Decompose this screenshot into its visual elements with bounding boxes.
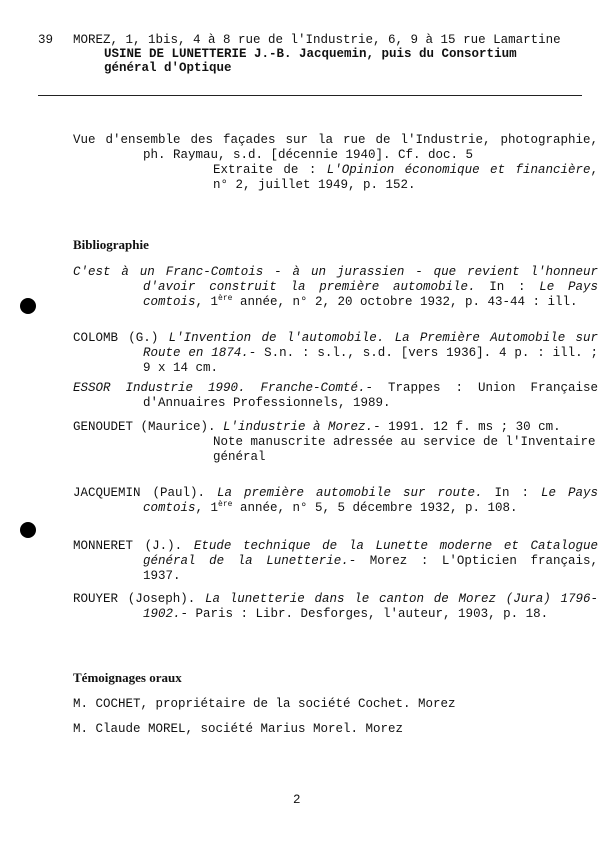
- photo-caption: [73, 133, 598, 193]
- bib-entry-1-issue-sup: ère: [218, 294, 233, 303]
- bib-entry-4-rest: - 1991. 12 f. ms ; 30 cm.: [373, 420, 561, 434]
- bib-entry-4-note: Note manuscrite adressée au service de l'Inventaire général: [213, 435, 596, 464]
- bib-entry-1-issue-prefix: , 1: [195, 295, 219, 309]
- bib-entry-5-issue-prefix: , 1: [195, 501, 219, 515]
- bib-entry-3: [73, 381, 598, 411]
- photo-caption-source: [143, 163, 598, 193]
- bib-entry-1-title: C'est à un Franc-Comtois - à un jurassien - que revient l'honneur d'avoir construit la première automobile.: [73, 265, 598, 294]
- bib-entry-1: [73, 265, 598, 310]
- punch-hole-bottom: [20, 522, 36, 538]
- oral-testimonies-heading: Témoignages oraux: [73, 670, 182, 685]
- bib-entry-6-rest: - Morez : L'Opticien français, 1937.: [143, 554, 598, 583]
- bib-entry-7-title: La lunetterie dans le canton de Morez (Jura) 1796-1902.: [143, 592, 598, 621]
- bib-entry-5-author: JACQUEMIN (Paul).: [73, 486, 218, 500]
- bib-entry-6: [73, 539, 598, 584]
- photo-caption-source-suffix: , n° 2, juillet 1949, p. 152.: [213, 163, 598, 192]
- building-title-line2: général d'Optique: [104, 61, 232, 75]
- bibliography-heading: Bibliographie: [73, 237, 149, 252]
- punch-hole-top: [20, 298, 36, 314]
- bib-entry-2-author: COLOMB (G.): [73, 331, 169, 345]
- bib-entry-5: [73, 486, 598, 516]
- bib-entry-7: [73, 592, 598, 622]
- oral-testimony-2: M. Claude MOREL, société Marius Morel. Morez: [73, 722, 404, 736]
- bib-entry-7-rest: - Paris : Libr. Desforges, l'auteur, 1903, p. 18.: [180, 607, 549, 621]
- bib-entry-4: [73, 420, 598, 465]
- header-divider: [38, 95, 582, 96]
- photo-caption-source-prefix: Extraite de :: [213, 163, 327, 177]
- bib-entry-2: [73, 331, 598, 376]
- page-number: 2: [293, 793, 301, 807]
- bib-entry-3-rest: - Trappes : Union Française d'Annuaires Professionnels, 1989.: [143, 381, 598, 410]
- bib-entry-5-journal: Le Pays comtois: [143, 486, 598, 515]
- bib-entry-2-title: L'Invention de l'automobile. La Première Automobile sur Route en 1874.: [143, 331, 598, 360]
- building-title-line1: USINE DE LUNETTERIE J.-B. Jacquemin, puis du Consortium: [104, 47, 517, 61]
- bib-entry-5-issue-sup: ère: [218, 500, 233, 509]
- bib-entry-7-author: ROUYER (Joseph).: [73, 592, 206, 606]
- bib-entry-1-journal: Le Pays comtois: [143, 280, 598, 309]
- bib-entry-1-in: In :: [475, 280, 540, 294]
- bib-entry-4-author: GENOUDET (Maurice).: [73, 420, 224, 434]
- bib-entry-6-title: Etude technique de la Lunette moderne et Catalogue général de la Lunetterie.: [143, 539, 598, 568]
- bib-entry-1-issue-rest: année, n° 2, 20 octobre 1932, p. 43-44 : ill.: [232, 295, 578, 309]
- bib-entry-5-in: In :: [482, 486, 541, 500]
- bib-entry-4-title: L'industrie à Morez.: [223, 420, 374, 434]
- bib-entry-6-author: MONNERET (J.).: [73, 539, 194, 553]
- bib-entry-3-title: ESSOR Industrie 1990. Franche-Comté.: [73, 381, 366, 395]
- photo-caption-source-title: L'Opinion économique et financière: [326, 163, 591, 177]
- oral-testimony-1: M. COCHET, propriétaire de la société Cochet. Morez: [73, 697, 456, 711]
- address-line: MOREZ, 1, 1bis, 4 à 8 rue de l'Industrie, 6, 9 à 15 rue Lamartine: [73, 33, 561, 47]
- bib-entry-2-rest: - S.n. : s.l., s.d. [vers 1936]. 4 p. : ill. ; 9 x 14 cm.: [143, 346, 598, 375]
- photo-caption-description: Vue d'ensemble des façades sur la rue de l'Industrie, photographie, ph. Raymau, s.d. [décennie 1940]. Cf. doc. 5: [73, 133, 598, 162]
- record-number: 39: [38, 33, 54, 47]
- bib-entry-5-title: La première automobile sur route.: [217, 486, 483, 500]
- bib-entry-5-issue-rest: année, n° 5, 5 décembre 1932, p. 108.: [232, 501, 518, 515]
